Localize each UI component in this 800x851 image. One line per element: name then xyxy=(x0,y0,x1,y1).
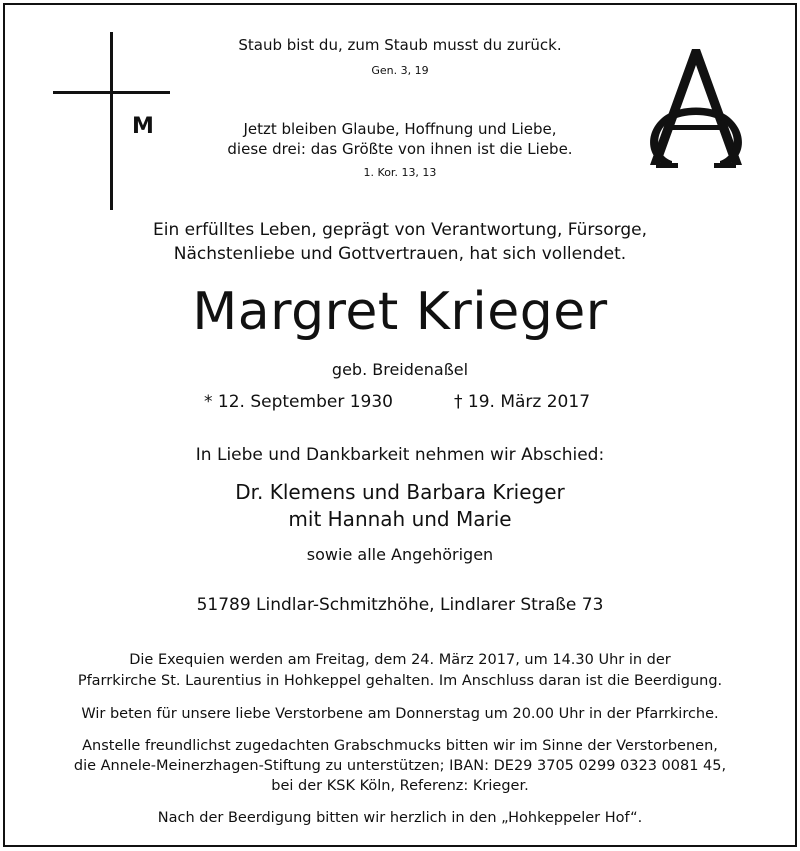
monogram: M xyxy=(132,114,154,139)
deceased-name: Margret Krieger xyxy=(192,282,608,342)
other-relatives: sowie alle Angehörigen xyxy=(306,545,494,564)
prayer-notice: Wir beten für unsere liebe Verstorbene am Donnerstag um 20.00 Uhr in der Pfarrkirche. xyxy=(81,706,719,722)
family-line-1: Dr. Klemens und Barbara Krieger xyxy=(235,480,565,504)
verse-1-reference: Gen. 3, 19 xyxy=(371,64,429,77)
donation-line-1: Anstelle freundlichst zugedachten Grabschmucks bitten wir im Sinne der Verstorbenen, xyxy=(82,738,718,754)
verse-2-reference: 1. Kor. 13, 13 xyxy=(363,166,437,179)
verse-2-line-1: Jetzt bleiben Glaube, Hoffnung und Liebe, xyxy=(243,120,557,138)
farewell-text: In Liebe und Dankbarkeit nehmen wir Abschied: xyxy=(195,445,605,465)
address: 51789 Lindlar-Schmitzhöhe, Lindlarer Straße 73 xyxy=(196,595,604,615)
exequien-line-1: Die Exequien werden am Freitag, dem 24. März 2017, um 14.30 Uhr in der xyxy=(129,652,671,668)
death-date: † 19. März 2017 xyxy=(454,392,591,412)
family-line-2: mit Hannah und Marie xyxy=(288,507,512,531)
donation-line-2: die Annele-Meinerzhagen-Stiftung zu unterstützen; IBAN: DE29 3705 0299 0323 0081 45, xyxy=(73,758,727,774)
birth-date: * 12. September 1930 xyxy=(204,392,393,412)
intro-line-2: Nächstenliebe und Gottvertrauen, hat sich vollendet. xyxy=(173,244,627,264)
after-funeral-notice: Nach der Beerdigung bitten wir herzlich in den „Hohkeppeler Hof“. xyxy=(157,810,643,826)
verse-2-line-2: diese drei: das Größte von ihnen ist die Liebe. xyxy=(227,140,573,158)
donation-line-3: bei der KSK Köln, Referenz: Krieger. xyxy=(271,778,529,794)
intro-line-1: Ein erfülltes Leben, geprägt von Verantwortung, Fürsorge, xyxy=(152,220,648,240)
exequien-line-2: Pfarrkirche St. Laurentius in Hohkeppel gehalten. Im Anschluss daran ist die Beerdigung. xyxy=(77,673,723,689)
verse-1: Staub bist du, zum Staub musst du zurück. xyxy=(238,36,562,54)
maiden-name: geb. Breidenaßel xyxy=(331,360,469,379)
cross-icon-horizontal xyxy=(53,91,170,94)
